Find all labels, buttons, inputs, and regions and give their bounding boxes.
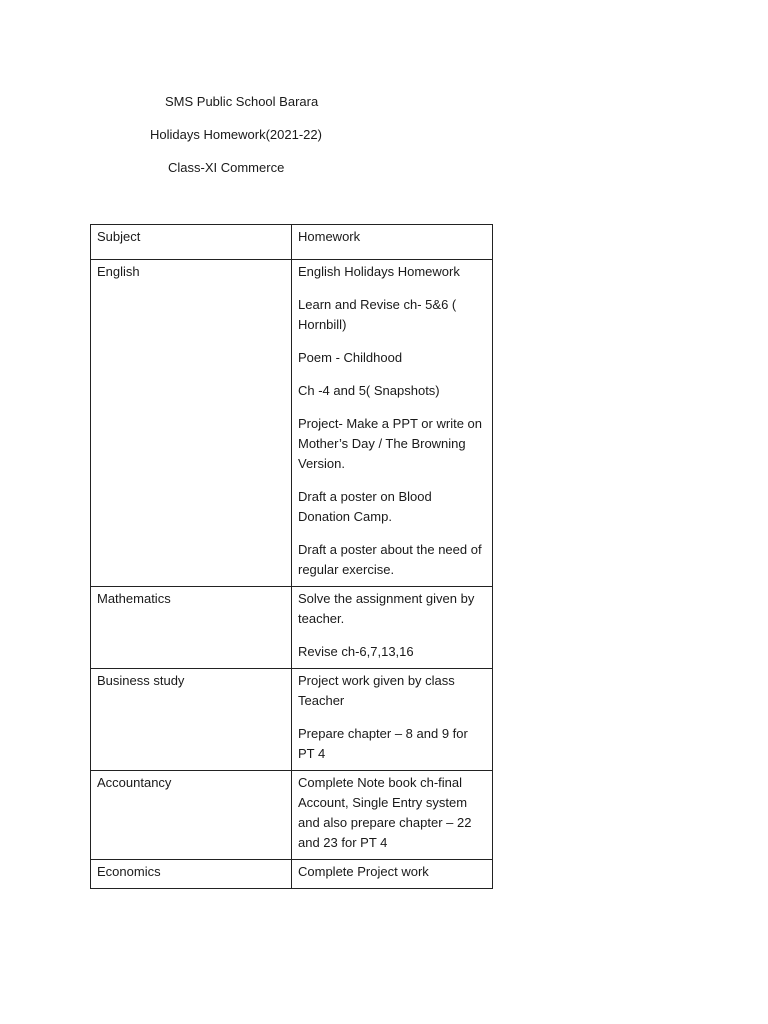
homework-item: Ch -4 and 5( Snapshots) — [298, 383, 440, 398]
document-title: Holidays Homework(2021-22) — [150, 127, 322, 142]
table-row — [91, 860, 493, 889]
subject-cell: Mathematics — [91, 587, 292, 669]
homework-item: English Holidays Homework — [298, 264, 460, 279]
homework-item: Prepare chapter – 8 and 9 for PT 4 — [298, 726, 468, 761]
table-header-row — [91, 225, 493, 260]
homework-item: Solve the assignment given by teacher. — [298, 591, 475, 626]
homework-cell — [292, 260, 493, 587]
homework-item: Draft a poster on Blood Donation Camp. — [298, 489, 432, 524]
school-name: SMS Public School Barara — [165, 94, 319, 109]
homework-item: Project- Make a PPT or write on Mother’s Day / The Browning Version. — [298, 416, 482, 471]
table-row — [91, 669, 493, 771]
subject-cell: Accountancy — [91, 771, 292, 860]
homework-table — [90, 224, 493, 889]
subject-cell: Economics — [91, 860, 292, 889]
homework-cell — [292, 771, 493, 860]
homework-item: Poem - Childhood — [298, 350, 403, 365]
homework-item: Project work given by class Teacher — [298, 673, 455, 708]
homework-cell — [292, 669, 493, 771]
homework-item: Complete Note book ch-final Account, Single Entry system and also prepare chapter – 22 and 23 for PT 4 — [298, 775, 472, 850]
homework-item: Complete Project work — [298, 864, 429, 879]
homework-item: Revise ch-6,7,13,16 — [298, 644, 414, 659]
subject-cell: Business study — [91, 669, 292, 771]
table-row — [91, 587, 493, 669]
homework-item: Draft a poster about the need of regular exercise. — [298, 542, 482, 577]
homework-cell — [292, 587, 493, 669]
table-row — [91, 260, 493, 587]
class-label: Class-XI Commerce — [168, 160, 285, 175]
column-header-homework: Homework — [292, 225, 493, 260]
column-header-subject: Subject — [91, 225, 292, 260]
table-row — [91, 771, 493, 860]
homework-item: Learn and Revise ch- 5&6 ( Hornbill) — [298, 297, 457, 332]
subject-cell: English — [91, 260, 292, 587]
homework-cell — [292, 860, 493, 889]
